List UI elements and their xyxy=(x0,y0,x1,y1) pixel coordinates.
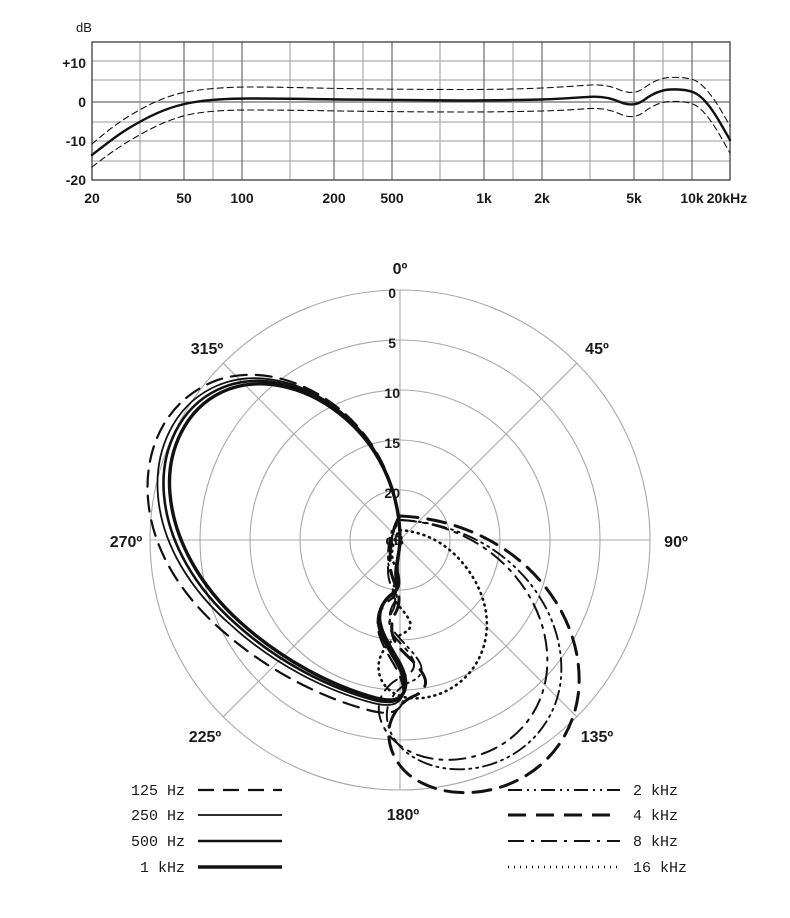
legend-item-1khz xyxy=(140,860,282,877)
polar-label-45: 45º xyxy=(585,341,609,358)
freq-xticks xyxy=(84,190,747,206)
freq-grid xyxy=(92,42,730,180)
legend-item-4khz xyxy=(508,808,678,825)
polar-radial-0: 0 xyxy=(388,285,396,301)
polar-label-0: 0º xyxy=(392,261,408,278)
freq-ytick-plus10: +10 xyxy=(62,55,86,71)
polar-radial-10: 10 xyxy=(384,385,400,401)
freq-y-unit-label: dB xyxy=(76,20,92,35)
polar-curve-250hz xyxy=(157,378,403,705)
legend-item-250hz xyxy=(131,808,282,825)
legend-item-500hz xyxy=(131,834,282,851)
legend-label-4khz: 4 kHz xyxy=(633,808,679,825)
legend-label-2khz: 2 kHz xyxy=(633,783,679,800)
polar-pattern-chart xyxy=(0,230,790,918)
polar-label-180: 180º xyxy=(386,807,420,824)
freq-xtick-50: 50 xyxy=(176,190,192,206)
freq-xtick-20: 20 xyxy=(84,190,100,206)
legend-item-16khz xyxy=(508,860,687,877)
freq-xtick-100: 100 xyxy=(230,190,254,206)
legend-item-2khz xyxy=(508,783,678,800)
polar-label-90: 90º xyxy=(664,534,688,551)
polar-radial-20: 20 xyxy=(384,485,400,501)
freq-xtick-20kHz: 20kHz xyxy=(706,190,748,206)
freq-xtick-200: 200 xyxy=(322,190,346,206)
freq-ytick-0: 0 xyxy=(78,94,86,110)
polar-label-135: 135º xyxy=(580,729,614,746)
polar-label-315: 315º xyxy=(190,341,224,358)
polar-label-225: 225º xyxy=(188,729,222,746)
legend xyxy=(131,783,687,877)
legend-label-16khz: 16 kHz xyxy=(633,860,688,877)
legend-label-1khz: 1 kHz xyxy=(139,860,185,877)
freq-xtick-500: 500 xyxy=(380,190,404,206)
freq-xtick-10k: 10k xyxy=(680,190,704,206)
freq-xtick-1k: 1k xyxy=(476,190,492,206)
freq-xtick-2k: 2k xyxy=(534,190,550,206)
freq-ytick-minus20: -20 xyxy=(65,172,86,188)
legend-label-125hz: 125 Hz xyxy=(130,783,185,800)
legend-label-8khz: 8 kHz xyxy=(633,834,679,851)
frequency-response-chart xyxy=(0,0,790,225)
polar-radial-labels xyxy=(384,285,404,548)
polar-radial-center-unit: dB xyxy=(385,532,404,548)
polar-radial-15: 15 xyxy=(384,435,400,451)
legend-item-125hz xyxy=(131,783,282,800)
legend-label-500hz: 500 Hz xyxy=(130,834,185,851)
freq-xtick-5k: 5k xyxy=(626,190,642,206)
legend-item-8khz xyxy=(508,834,678,851)
freq-axis-labels xyxy=(62,20,92,188)
polar-label-270: 270º xyxy=(109,534,143,551)
polar-radial-5: 5 xyxy=(388,335,396,351)
polar-curve-2khz xyxy=(387,520,562,769)
freq-ytick-minus10: -10 xyxy=(65,133,86,149)
legend-label-250hz: 250 Hz xyxy=(130,808,185,825)
